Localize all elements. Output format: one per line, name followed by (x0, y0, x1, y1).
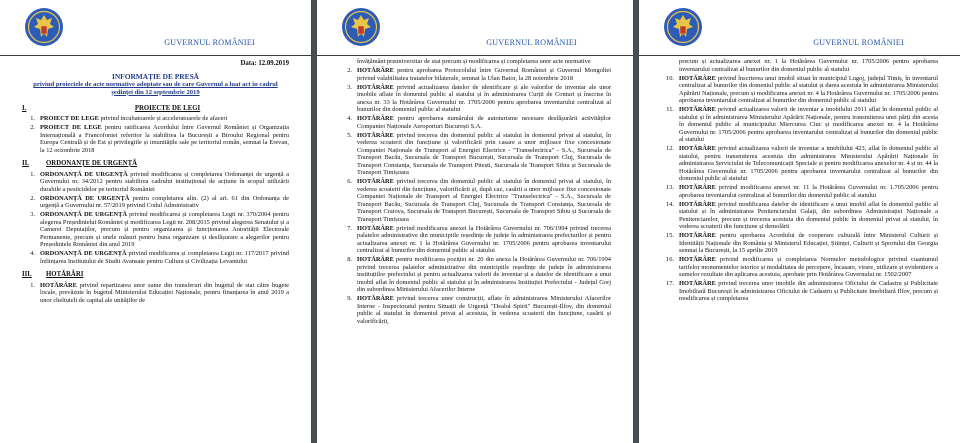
item-number: 4. (347, 115, 352, 122)
continued-text: învățământ preuniversitar de stat precum și modificarea și completarea unor acte normative (357, 58, 591, 65)
list-item (22, 115, 289, 123)
item-number: 5. (347, 131, 352, 139)
item-number: 11. (666, 106, 674, 113)
item-lead: ORDONANȚĂ DE URGENȚĂ (40, 194, 130, 202)
item-lead: ORDONANȚĂ DE URGENȚĂ (40, 211, 127, 219)
item-text: privind modificarea datelor de identificare a unui imobil aflat în domeniul public al statului și în administrarea Penitenciarului Galați, din subordinea Administrației Naționale a Penitenciarelor, precum și trecerea acestuia din domeniul public în domeniul privat al statului, în vederea scoaterii din funcțiune și demolării (679, 200, 938, 230)
item-lead: PROIECT DE LEGE (40, 115, 99, 123)
item-text: privind actualizarea valorii de inventar a imobilului 2911 aflat în domeniul public al statului și în administrarea Ministerului Apărării Naționale, pentru transmiterea unei părți din acesta în domeniul public al municipiului Miercurea Ciuc și modificarea anexei nr. 4 la Hotărârea Guvernului nr. 1705/2006 pentru aprobarea inventarului centralizat al bunurilor din domeniul public al statului (679, 106, 938, 143)
item-number: 7. (347, 224, 352, 232)
list-item (339, 295, 611, 325)
item-text: privind modificarea și completarea Ordonanței de urgență a Guvernului nr. 34/2012 pentru stabilirea cadrului instituțional de acțiune în scopul utilizării durabile a pesticidelor pe teritoriul României (40, 170, 289, 193)
document-date: Data: 12.09.2019 (240, 60, 289, 67)
item-text: pentru aprobarea Protocolului între Guvernul României și Guvernul Mongoliei privind valabilitatea tratatelor bilaterale, semnat la Ulan Bator, la 28 noiembrie 2018 (357, 67, 611, 82)
list-item (661, 256, 938, 279)
coat-of-arms-icon (663, 7, 703, 47)
list-item (661, 75, 938, 105)
government-label: GUVERNUL ROMÂNIEI (486, 38, 577, 47)
item-number: 8. (347, 256, 352, 263)
item-text: pentru aprobarea Acordului de cooperare culturală între Ministerul Culturii și Identității Naționale din România și Ministerul Educației, Științei, Culturii și Sportului din Georgia semnat la București, la 15 aprilie 2019 (679, 232, 938, 254)
page-header (0, 0, 311, 56)
item-lead: HOTĂRÂRE (679, 184, 716, 191)
item-number: 1. (30, 281, 35, 289)
document-subtitle: privind proiectele de acte normative adoptate sau de care Guvernul a luat act în cadrul ședinței din 12 septembrie 2019 (33, 81, 278, 96)
item-lead: HOTĂRÂRE (357, 256, 394, 263)
item-number: 4. (30, 250, 35, 258)
item-text: privind actualizarea datelor de identificare și ale valorilor de inventar ale unor imobile aflate în domeniul public al statului și în administrarea Curții de Conturi și înscrise în anexa nr. 33 la Hotărârea Guvernului nr. 1705/2006 pentru aprobarea inventarului centralizat al bunurilor din domeniul public al statului (357, 83, 611, 113)
list-item (661, 184, 938, 199)
item-text: privind trecerea unor imobile din administrarea Oficiului de Cadastru și Publicitate Imobiliară București în administrarea Oficiului de Cadastru și Publicitate Imobiliară Ilfov, precum și modificarea și completarea (679, 280, 938, 302)
list-item (22, 124, 289, 154)
section-heading (22, 105, 289, 113)
coat-of-arms-icon (341, 7, 381, 47)
document-title: INFORMAȚIE DE PRESĂ (111, 71, 200, 81)
item-lead: ORDONANȚĂ DE URGENȚĂ (40, 250, 127, 258)
item-text: pentru ratificarea Acordului între Guvernul României și Organizația Internațională a Francofoniei referitor la stabilirea la București a Biroului Regional pentru Europa Centrală și de Est și privilegiile și imunitățile sale pe teritoriul român, semnat la Erevan, la 12 octombrie 2018 (40, 124, 289, 154)
item-number: 9. (347, 295, 352, 302)
item-number: 2. (347, 67, 352, 74)
item-text: privind trecerea din domeniul public al statului în domeniul privat al statului, în vederea scoaterii din funcțiune și valorificării prin casare a unor mijloace fixe concesionate Companiei Naționale de Transport al Energiei Electrice - "Transelectrica" - S.A., Sucursala de Transport Bacău, Sucursala de Transport București, Sucursala de Transport Cluj, Sucursala de Transport Constanța, Sucursala de Transport Pitești, Sucursala de Transport Sibiu și Sucursala de Transport Timișoara (357, 131, 611, 176)
item-lead: HOTĂRÂRE (357, 67, 394, 74)
list-item (661, 145, 938, 183)
item-text: privind modificarea anexei la Hotărârea Guvernului nr. 706/1994 privind trecerea palatelor administrative din municipiile reședințe de județe în administrarea prefecturilor și pentru actualizarea anexei nr. 1 la Hotărârea Guvernului nr. 1705/2006 pentru aprobarea inventarului centralizat al bunurilor din domeniul public al statului (357, 224, 611, 254)
item-number: 1. (30, 115, 35, 123)
item-text: pentru completarea alin. (2) al art. 61 din Ordonanța de urgență a Guvernului nr. 57/2019 privind Codul Administrativ (40, 194, 289, 210)
page-body (661, 58, 938, 304)
item-lead: HOTĂRÂRE (357, 115, 394, 122)
item-number: 16. (666, 256, 674, 263)
list-item (661, 106, 938, 144)
section-number: II. (22, 160, 29, 168)
document-page-2 (317, 0, 633, 443)
item-text: privind modificarea și completarea Legii nr. 117/2017 privind înființarea Institutului de Studii Avansate pentru Cultura și Civilizația Levantului (40, 250, 289, 265)
list-item (661, 232, 938, 255)
page-body (339, 58, 611, 327)
item-number: 1. (30, 170, 35, 178)
item-lead: HOTĂRÂRE (679, 200, 716, 208)
item-number: 3. (30, 211, 35, 219)
list-item (339, 178, 611, 223)
document-page-1 (0, 0, 311, 443)
government-label: GUVERNUL ROMÂNIEI (813, 38, 904, 47)
item-number: 10. (666, 74, 674, 82)
item-text: pentru aprobarea numărului de autoturisme necesare desfășurării activităților Companiei Naționale Aeroporturi București S.A. (357, 115, 611, 130)
item-number: 14. (666, 200, 674, 208)
item-text: privind modificarea anexei nr. 11 la Hotărârea Guvernului nr. 1.705/2006 pentru aprobarea inventarului centralizat al bunurilor din domeniul public al statului (679, 184, 938, 199)
section-number: I. (22, 104, 27, 112)
page-header (317, 0, 633, 56)
list-item (22, 250, 289, 265)
item-lead: HOTĂRÂRE (357, 224, 394, 232)
item-number: 17. (666, 280, 674, 287)
item-number: 6. (347, 178, 352, 185)
item-text: privind incubatoarele și acceleratoarele de afaceri (98, 115, 228, 123)
section-heading (22, 271, 289, 279)
section-label: PROIECTE DE LEGI (134, 104, 201, 112)
page-header (639, 0, 960, 56)
item-lead: ORDONANȚĂ DE URGENȚĂ (40, 170, 128, 178)
section-label: ORDONANȚE DE URGENȚĂ (46, 160, 138, 168)
item-lead: HOTĂRÂRE (679, 232, 716, 239)
item-number: 15. (666, 232, 674, 239)
item-lead: HOTĂRÂRE (357, 83, 394, 91)
list-item (339, 67, 611, 82)
item-number: 13. (666, 184, 674, 191)
item-lead: HOTĂRÂRE (357, 131, 394, 139)
list-item (22, 211, 289, 249)
item-lead: PROIECT DE LEGE (40, 124, 102, 132)
item-lead: HOTĂRÂRE (679, 256, 716, 263)
item-text: privind repartizarea unor sume din transferuri din bugetul de stat către bugete locale, prevăzute în bugetul Ministerului Educației Naționale, pentru finanțarea în anul 2019 a unor cheltuieli de capital ale unităților de (40, 281, 289, 304)
item-number: 3. (347, 83, 352, 91)
item-lead: HOTĂRÂRE (679, 74, 716, 82)
item-text: privind înscrierea unui imobil situat în municipiul Lugoj, județul Timiș, în inventarul centralizat al bunurilor din domeniul public al statului și darea acestuia în administrarea Ministerului Apărării Naționale, precum și modificarea anexei nr. 4 la Hotărârea Guvernului nr. 1705/2006 pentru aprobarea inventarului centralizat al bunurilor din domeniul public al statului (679, 74, 938, 104)
item-lead: HOTĂRÂRE (357, 295, 394, 302)
list-item (339, 225, 611, 255)
page-body (22, 60, 289, 306)
item-lead: HOTĂRÂRE (40, 281, 77, 289)
item-text: privind modificarea și completarea Normelor metodologice privind cuantumul tarifelor monumentelor istorice și modalitatea de percepere, încasare, virare, utilizare și evidențiere a sumelor rezultate din aplicarea acestuia, aprobate prin Hotărârea Guvernului nr. 1502/2007 (679, 256, 938, 278)
item-lead: HOTĂRÂRE (679, 280, 716, 287)
government-label: GUVERNUL ROMÂNIEI (164, 38, 255, 47)
item-number: 12. (666, 145, 674, 152)
item-lead: HOTĂRÂRE (679, 145, 716, 152)
list-item (339, 84, 611, 114)
section-label: HOTĂRÂRI (46, 271, 84, 279)
list-item (22, 282, 289, 305)
coat-of-arms-icon (24, 7, 64, 47)
item-text: privind trecerea unor construcții, aflate în administrarea Ministerului Afacerilor Interne - Inspectoratul pentru Situații de Urgență "Dealul Spirii" București-Ilfov, din domeniul public al statului în domeniul privat al acestuia, în vederea scoaterii din funcțiune, casării și valorificării, (357, 295, 611, 325)
list-item (661, 280, 938, 303)
section-number: III. (22, 271, 32, 279)
list-item (339, 256, 611, 294)
list-item (22, 171, 289, 194)
list-item (339, 132, 611, 177)
item-text: privind trecerea din domeniul public al statului în domeniul privat al statului, în vederea scoaterii din funcțiune, valorificării și, după caz, casării a unor mijloace fixe concesionate Companiei Naționale de Transport al Energiei Electrice "Transelectrica" - S.A., Sucursala de Transport Bacău, Sucursala de Transport Cluj, Sucursala de Transport Constanța, Sucursala de Transport Craiova, Sucursala de Transport București, Sucursala de Transport Sibiu și Sucursala de Transport Timișoara (357, 178, 611, 223)
continued-text: precum și actualizarea anexei nr. 1 la Hotărârea Guvernului nr. 1705/2006 pentru aprobarea inventarului centralizat al bunurilor din domeniul public al statului (679, 58, 938, 73)
item-lead: HOTĂRÂRE (679, 106, 716, 113)
document-page-3 (639, 0, 960, 443)
list-item (339, 115, 611, 130)
item-number: 2. (30, 194, 35, 202)
item-lead: HOTĂRÂRE (357, 178, 394, 185)
item-number: 2. (30, 124, 35, 132)
list-item (22, 195, 289, 210)
section-heading (22, 160, 289, 168)
item-text: pentru modificarea poziției nr. 20 din anexa la Hotărârea Guvernului nr. 706/1994 privind trecerea palatelor administrative din municipiile reședințe de județe în administrarea instituțiilor prefectului și pentru actualizarea valorii de inventar și a datelor de identificare a unui imobil aflat în domeniul public al statului și în administrarea Instituției Prefectului - Județul Gorj din subordinea Ministerului Afacerilor Interne (357, 256, 611, 293)
list-item (661, 201, 938, 231)
item-text: privind actualizarea valorii de inventar a imobilului 423, aflat în domeniul public al statului, pentru transmiterea acestuia din administrarea Ministerului Apărării Naționale în administrarea Serviciului de Telecomunicații Speciale și pentru modificarea anexelor nr. 4 și nr. 44 la Hotărârea Guvernului nr. 1705/2006 pentru aprobarea inventarului centralizat al bunurilor din domeniul public al statului (679, 145, 938, 182)
item-text: privind modificarea și completarea Legii nr. 370/2004 pentru alegerea Președintelui României și modificarea Legii nr. 208/2015 privind alegerea Senatului și a Camerei Deputaților, precum și pentru organizarea și funcționarea Autorității Electorale Permanente, precum și unele măsuri pentru buna organizare și desfășurare a alegerilor pentru Președintele României din anul 2019 (40, 211, 289, 249)
